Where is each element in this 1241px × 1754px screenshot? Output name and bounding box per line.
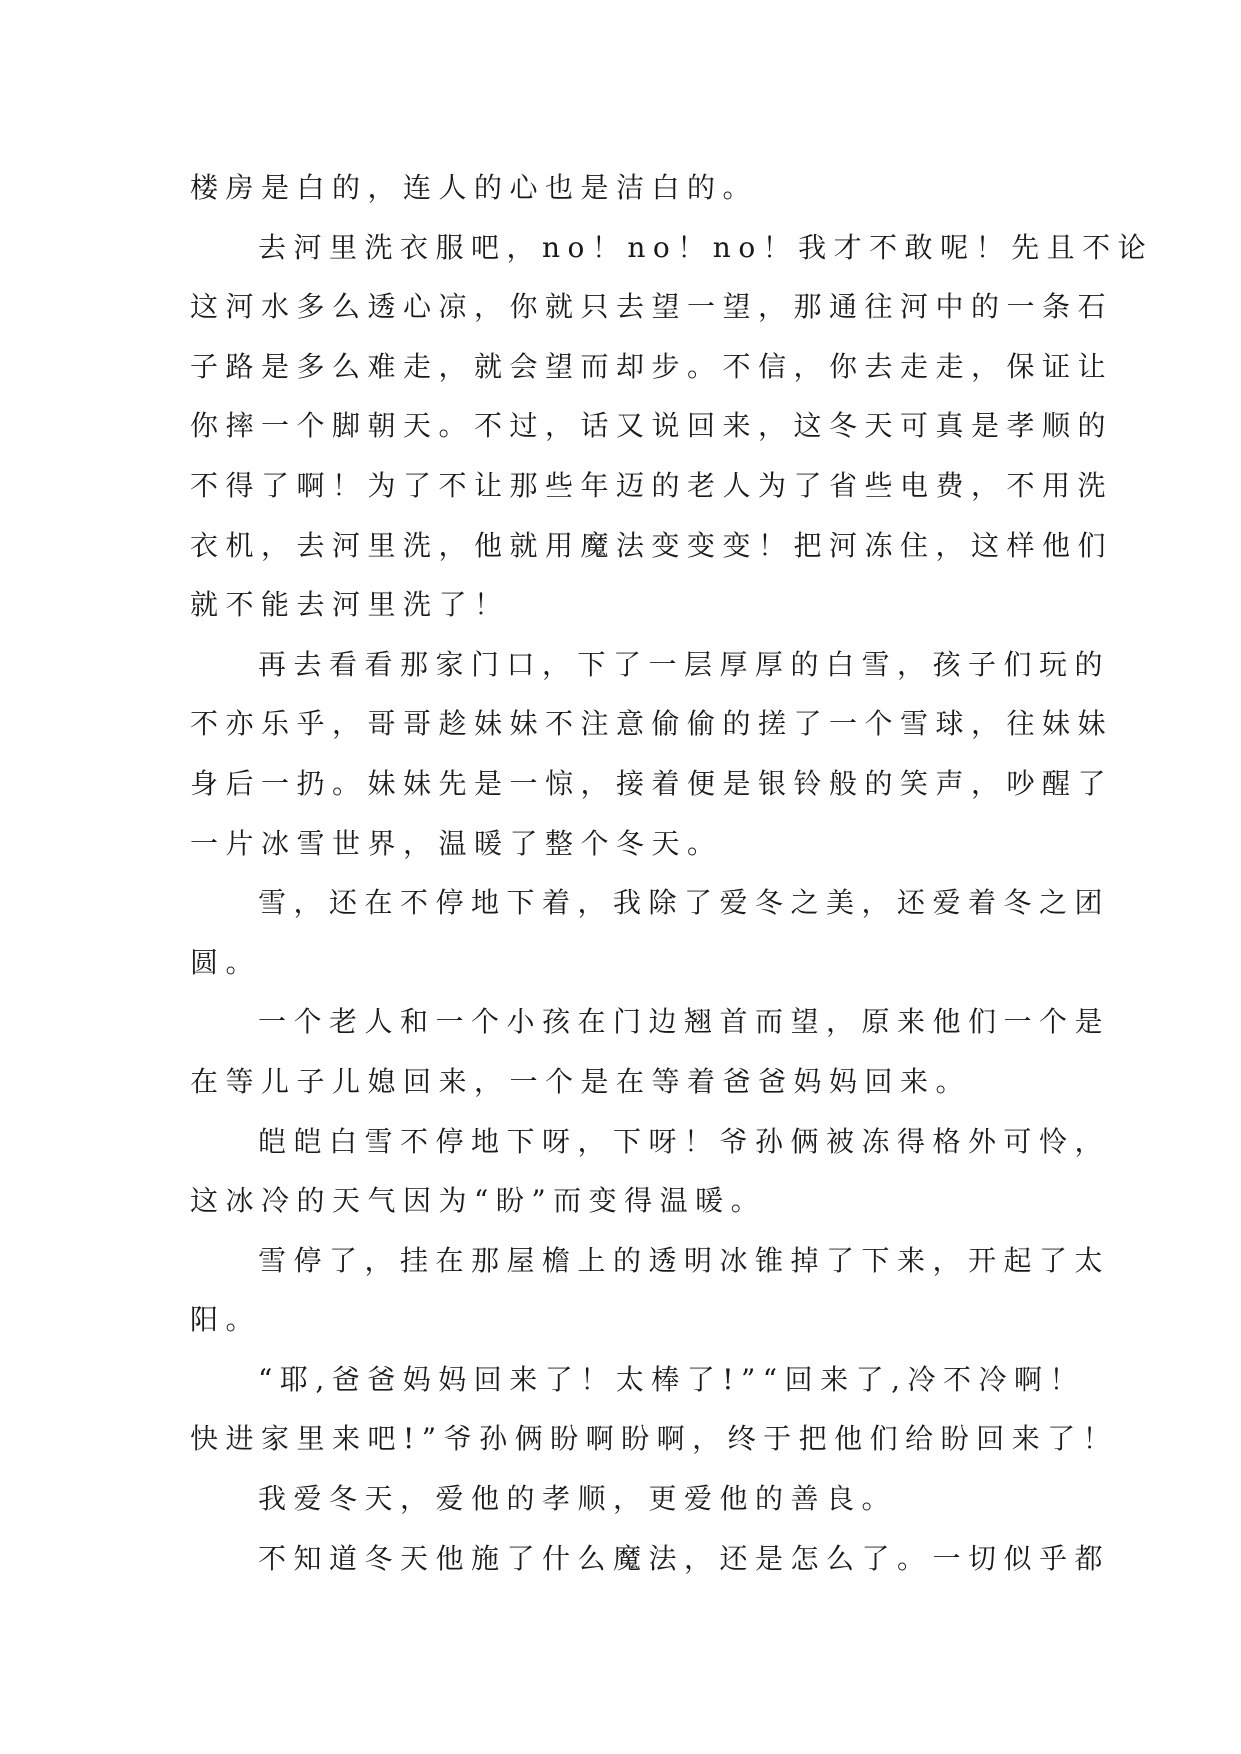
document-page [190,158,1154,1588]
text-line: 不知道冬天他施了什么魔法，还是怎么了。一切似乎都 [258,1541,1111,1575]
text-line: 衣机，去河里洗，他就用魔法变变变！把河冻住，这样他们 [190,528,1114,562]
text-line: 你摔一个脚朝天。不过，话又说回来，这冬天可真是孝顺的 [190,409,1114,443]
text-line: 子路是多么难走，就会望而却步。不信，你去走走，保证让 [190,349,1114,383]
text-line: 雪，还在不停地下着，我除了爱冬之美，还爱着冬之团 [258,886,1111,920]
text-line: 这河水多么透心凉，你就只去望一望，那通往河中的一条石 [190,290,1114,324]
text-line: 去河里洗衣服吧，no！no！no！我才不敢呢！先且不论 [258,230,1154,264]
body-text [190,158,1154,1588]
text-line: 身后一扔。妹妹先是一惊，接着便是银铃般的笑声，吵醒了 [190,766,1114,800]
text-line: “耶,爸爸妈妈回来了！太棒了!”“回来了,冷不冷啊！ [258,1362,1085,1396]
text-line: 在等儿子儿媳回来，一个是在等着爸爸妈妈回来。 [190,1064,972,1098]
text-line: 就不能去河里洗了！ [190,588,510,622]
text-line: 这冰冷的天气因为“盼”而变得温暖。 [190,1184,767,1218]
text-line: 圆。 [190,945,262,979]
text-line: 楼房是白的，连人的心也是洁白的。 [190,171,759,204]
text-line: 阳。 [190,1303,262,1337]
text-line: 我爱冬天，爱他的孝顺，更爱他的善良。 [258,1482,898,1516]
text-line: 快进家里来吧!”爷孙俩盼啊盼啊，终于把他们给盼回来了！ [190,1422,1119,1456]
text-line: 不得了啊！为了不让那些年迈的老人为了省些电费，不用洗 [190,468,1114,502]
text-line: 雪停了，挂在那屋檐上的透明冰锥掉了下来，开起了太 [258,1243,1111,1277]
text-line: 一片冰雪世界，温暖了整个冬天。 [190,826,723,860]
text-line: 一个老人和一个小孩在门边翘首而望，原来他们一个是 [258,1005,1111,1039]
text-line: 再去看看那家门口，下了一层厚厚的白雪，孩子们玩的 [258,647,1111,681]
text-line: 皑皑白雪不停地下呀，下呀！爷孙俩被冻得格外可怜， [258,1124,1111,1158]
text-line: 不亦乐乎，哥哥趁妹妹不注意偷偷的搓了一个雪球，往妹妹 [190,707,1114,741]
